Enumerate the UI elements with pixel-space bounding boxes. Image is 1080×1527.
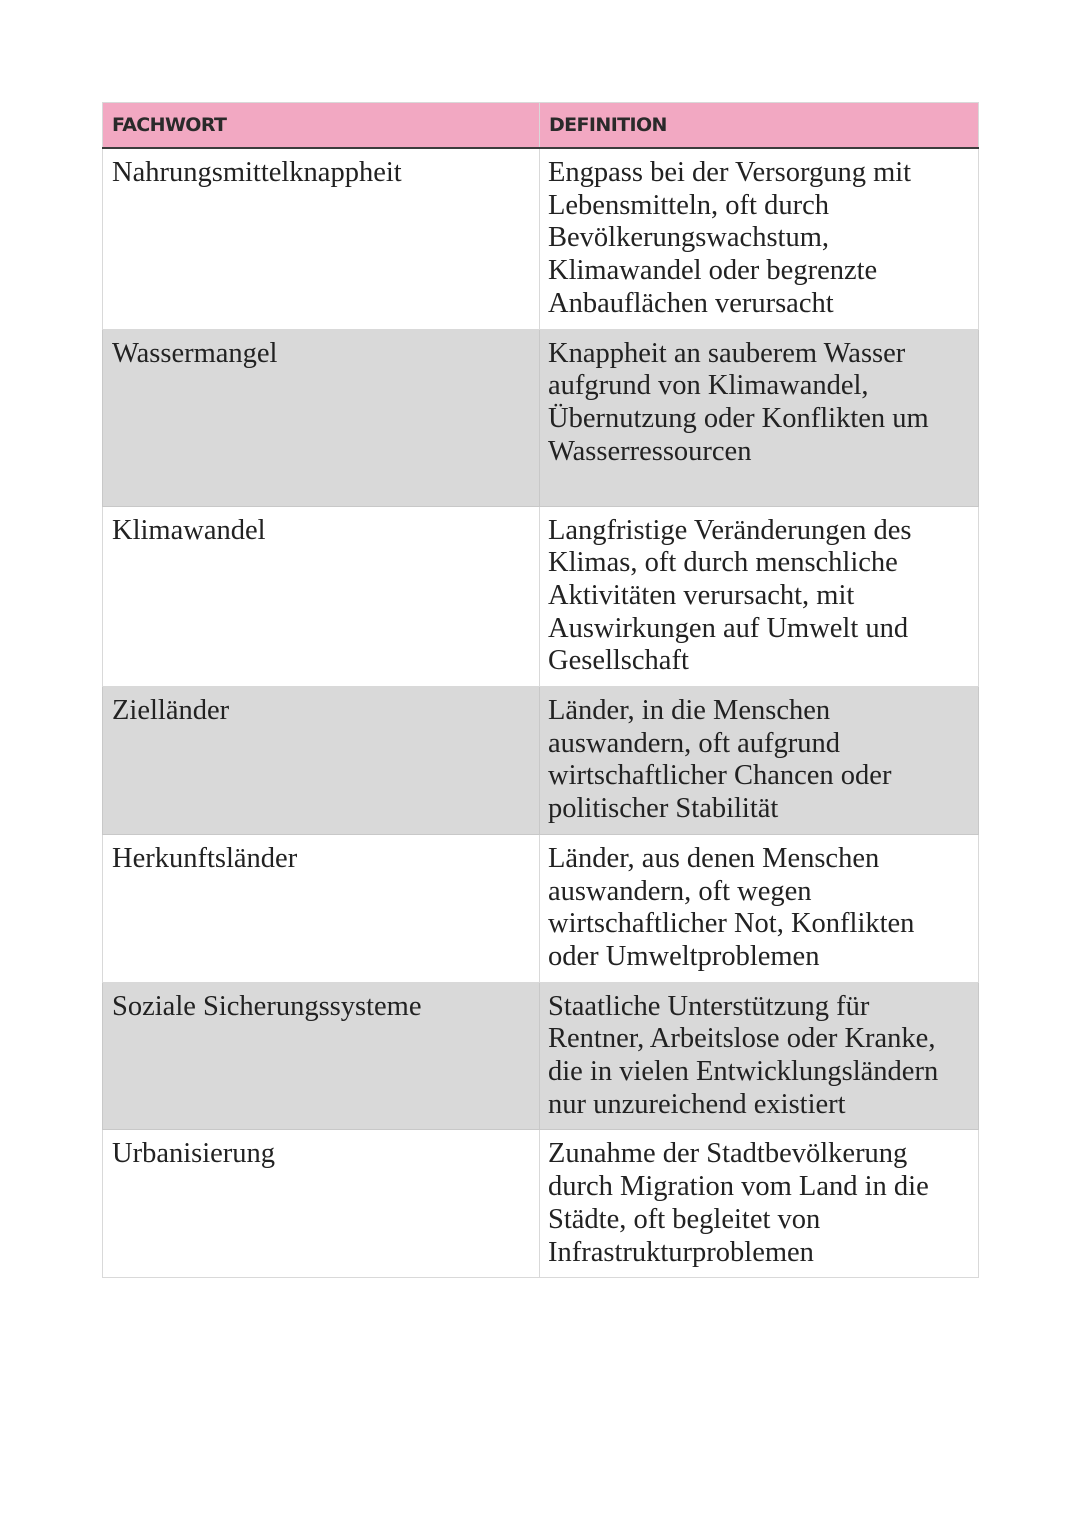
column-header-definition: DEFINITION [540, 103, 979, 149]
definition-cell: Langfristige Veränderungen des Klimas, oft durch menschliche Aktivitäten verursacht, mit Auswirkungen auf Umwelt und Gesellschaft [540, 506, 979, 687]
definition-cell: Zunahme der Stadtbevölkerung durch Migration vom Land in die Städte, oft begleitet von Infrastrukturproblemen [540, 1130, 979, 1278]
table-row [103, 506, 979, 687]
term-cell: Klimawandel [103, 506, 540, 687]
term-cell: Herkunftsländer [103, 834, 540, 982]
table-row [103, 1130, 979, 1278]
definition-cell: Engpass bei der Versorgung mit Lebensmitteln, oft durch Bevölkerungswachstum, Klimawandel oder begrenzte Anbauflächen verursacht [540, 148, 979, 329]
definition-cell: Staatliche Unterstützung für Rentner, Arbeitslose oder Kranke, die in vielen Entwicklungsländern nur unzureichend existiert [540, 982, 979, 1130]
term-cell: Zielländer [103, 687, 540, 835]
definition-cell: Knappheit an sauberem Wasser aufgrund von Klimawandel, Übernutzung oder Konflikten um Wasserressourcen [540, 329, 979, 506]
table-row [103, 982, 979, 1130]
table-row [103, 329, 979, 506]
glossary-table [102, 102, 979, 1278]
column-header-term: FACHWORT [103, 103, 540, 149]
definition-cell: Länder, aus denen Menschen auswandern, oft wegen wirtschaftlicher Not, Konflikten oder Umweltproblemen [540, 834, 979, 982]
term-cell: Wassermangel [103, 329, 540, 506]
table-row [103, 687, 979, 835]
term-cell: Soziale Sicherungssysteme [103, 982, 540, 1130]
table-row [103, 148, 979, 329]
definition-cell: Länder, in die Menschen auswandern, oft aufgrund wirtschaftlicher Chancen oder politischer Stabilität [540, 687, 979, 835]
term-cell: Nahrungsmittelknappheit [103, 148, 540, 329]
term-cell: Urbanisierung [103, 1130, 540, 1278]
table-row [103, 834, 979, 982]
header-row [103, 103, 979, 149]
